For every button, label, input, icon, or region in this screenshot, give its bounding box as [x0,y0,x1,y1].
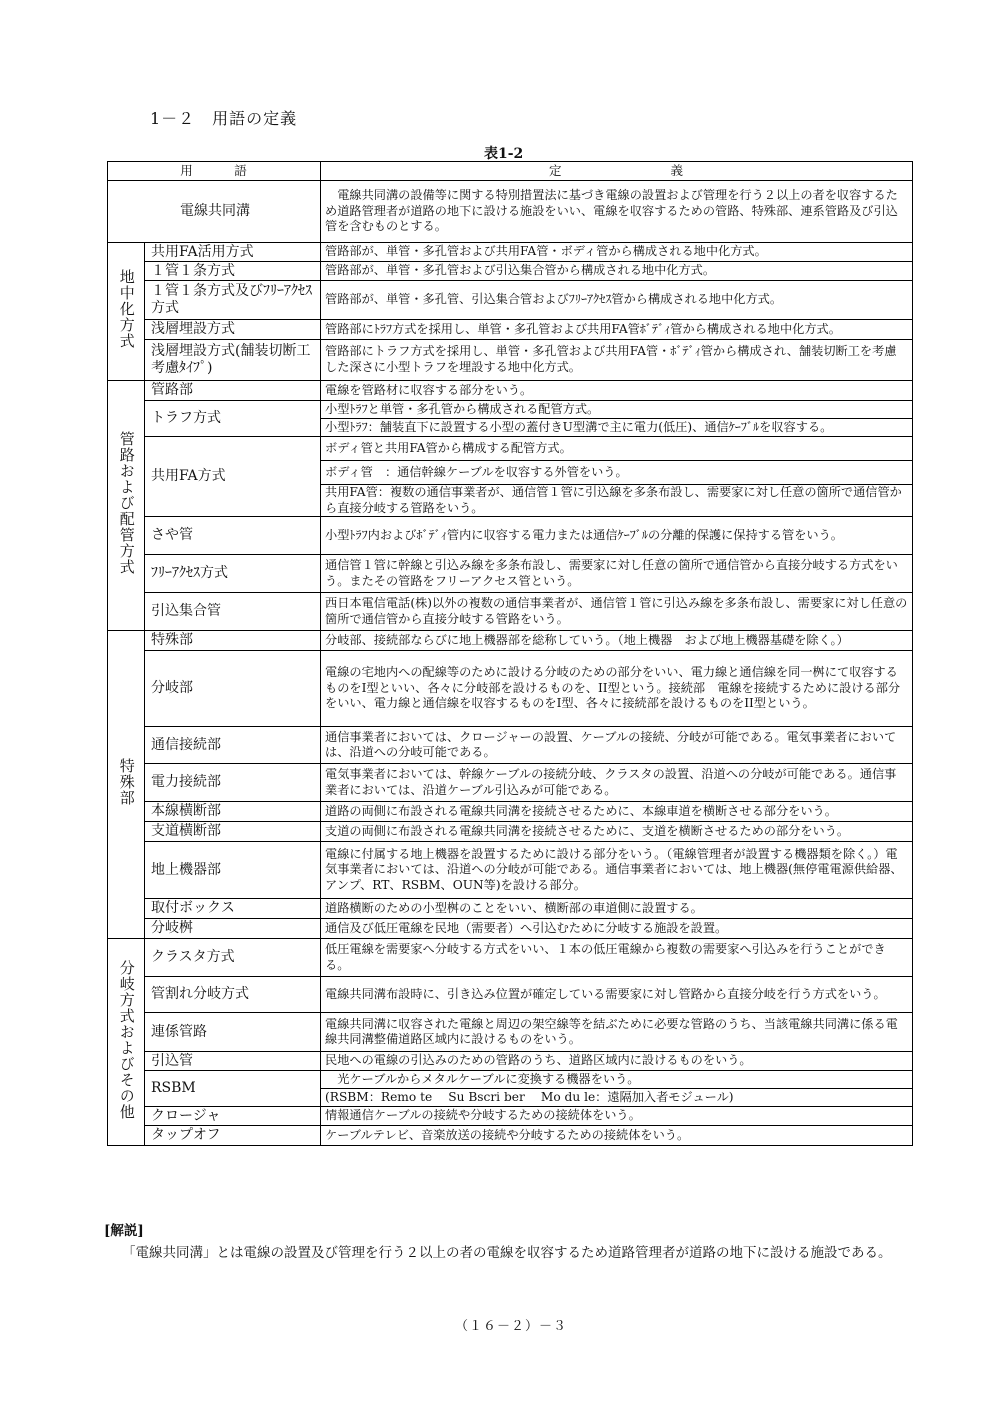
definition-cell: 支道の両側に布設される電線共同溝を接続させるために、支道を横断させるための部分をいう。 [321,822,913,842]
term-cell: RSBM [145,1071,321,1107]
table-row [108,243,913,262]
definition-cell: 管路部が、単管・多孔管および共用FA管・ボディ管から構成される地中化方式。 [321,243,913,262]
category-label: 管路および配管方式 [117,431,136,576]
category-label: 分岐方式およびその他 [117,959,136,1120]
definition-cell: 管路部が、単管・多孔管および引込集合管から構成される地中化方式。 [321,262,913,281]
table-row [108,1052,913,1071]
definition-cell: 電線の宅地内への配線等のために設ける分岐のための部分をいい、電力線と通信線を同一桝にて収容するものをI型といい、各々に分岐部を設けるものを、II型という。接続部 電線を接続するために設ける部分をいい、電力線と通信線を収容するものをI型、各々に接続部を設けるものをII型という。 [321,651,913,727]
term-cell: 浅層埋設方式(舗装切断工考慮ﾀｲﾌﾟ) [145,340,321,381]
header-term: 用 語 [108,162,321,181]
table-row [108,320,913,340]
term-cell: クロージャ [145,1107,321,1126]
definition-cell: ボディ管と共用FA管から構成する配管方式。 [321,437,913,461]
table-row [108,340,913,381]
term-cell: 分岐桝 [145,919,321,939]
term-cell: 通信接続部 [145,727,321,764]
term-cell: タップオフ [145,1126,321,1146]
term-cell: トラフ方式 [145,401,321,437]
term-cell: 管路部 [145,381,321,401]
term-cell: クラスタ方式 [145,939,321,977]
category-cell [108,243,145,381]
definition-cell: 小型ﾄﾗﾌ：舗装直下に設置する小型の蓋付きU型溝で主に電力(低圧)、通信ｹｰﾌﾞﾙを収容する。 [321,419,913,437]
table-row [108,939,913,977]
term-cell: 特殊部 [145,631,321,651]
term-cell: 共用FA活用方式 [145,243,321,262]
term-cell: 連係管路 [145,1013,321,1052]
term-cell: １管１条方式 [145,262,321,281]
definition-cell: 管路部にﾄﾗﾌ方式を採用し、単管・多孔管および共用FA管ﾎﾞﾃﾞｨ管から構成される地中化方式。 [321,320,913,340]
term-cell: １管１条方式及びﾌﾘｰｱｸｾｽ方式 [145,281,321,320]
table-row [108,727,913,764]
table-row [108,401,913,419]
term-cell: 引込管 [145,1052,321,1071]
term-cell: 取付ボックス [145,899,321,919]
header-definition: 定 義 [321,162,913,181]
definition-cell: 西日本電信電話(株)以外の複数の通信事業者が、通信管１管に引込み線を多条布設し、需要家に対し任意の箇所で通信管から直接分岐する管路をいう。 [321,593,913,631]
term-cell: さや管 [145,517,321,555]
definition-cell: 情報通信ケーブルの接続や分岐するための接続体をいう。 [321,1107,913,1126]
term-cell: 引込集合管 [145,593,321,631]
term-cell: 地上機器部 [145,842,321,899]
table-row [108,281,913,320]
table-row [108,437,913,461]
category-cell [108,939,145,1146]
category-label: 特殊部 [117,758,136,807]
table-caption: 表1-2 [484,146,524,162]
definition-cell: 電線に付属する地上機器を設置するために設ける部分をいう。（電線管理者が設置する機器類を除く。）電気事業者においては、沿道への分岐が可能である。通信事業者においては、地上機器(無停電電源供給器、アンプ、RT、RSBM、OUN等)を設ける部分。 [321,842,913,899]
definition-cell: 電線共同溝に収容された電線と周辺の架空線等を結ぶために必要な管路のうち、当該電線共同溝に係る電線共同溝整備道路区域内に設けるものをいう。 [321,1013,913,1052]
page-number: （１６－２）－３ [455,1319,568,1334]
section-heading: 1－２ 用語の定義 [150,109,298,128]
table-row [108,517,913,555]
definitions-table [107,161,913,1146]
table-row [108,1107,913,1126]
category-label: 地中化方式 [117,269,136,350]
definition-cell: 電線共同溝の設備等に関する特別措置法に基づき電線の設置および管理を行う２以上の者を収容するため道路管理者が道路の地下に設ける施設をいい、電線を収容するための管路、特殊部、連系管路及び引込管を含むものとする。 [321,181,913,243]
table-row [108,977,913,1013]
definition-cell: 電線を管路材に収容する部分をいう。 [321,381,913,401]
table-row [108,651,913,727]
category-cell [108,631,145,939]
definition-cell: 光ケーブルからメタルケーブルに変換する機器をいう。 [321,1071,913,1089]
definition-cell: 電気事業者においては、幹線ケーブルの接続分岐、クラスタの設置、沿道への分岐が可能である。通信事業者においては、沿道ケーブル引込みが可能である。 [321,764,913,802]
table-row [108,262,913,281]
table-row [108,1071,913,1089]
table-row [108,842,913,899]
notes-label: [解説] [104,1223,144,1239]
term-cell: 電線共同溝 [108,181,321,243]
definition-cell: ボディ管 ：通信幹線ケーブルを収容する外管をいう。 [321,461,913,485]
definition-cell: 小型ﾄﾗﾌと単管・多孔管から構成される配管方式。 [321,401,913,419]
table-row [108,555,913,593]
definition-cell: 低圧電線を需要家へ分岐する方式をいい、１本の低圧電線から複数の需要家へ引込みを行うことができる。 [321,939,913,977]
table-body [108,181,913,1146]
term-cell: 電力接続部 [145,764,321,802]
table-row [108,1013,913,1052]
table-row [108,802,913,822]
table-row [108,919,913,939]
table-row [108,764,913,802]
definition-cell: ケーブルテレビ、音楽放送の接続や分岐するための接続体をいう。 [321,1126,913,1146]
definition-cell: (RSBM：Remo te Su Bscri ber Mo du le：遠隔加入者モジュール) [321,1089,913,1107]
term-cell: ﾌﾘｰｱｸｾｽ方式 [145,555,321,593]
definition-cell: 分岐部、接続部ならびに地上機器部を総称していう。（地上機器 および地上機器基礎を除く。） [321,631,913,651]
term-cell: 共用FA方式 [145,437,321,517]
table-row [108,381,913,401]
table-row [108,631,913,651]
definition-cell: 管路部が、単管・多孔管、引込集合管およびﾌﾘｰｱｸｾｽ管から構成される地中化方式。 [321,281,913,320]
table-row [108,899,913,919]
table-header-row [108,162,913,181]
category-cell [108,381,145,631]
definition-cell: 管路部にトラフ方式を採用し、単管・多孔管および共用FA管・ﾎﾞﾃﾞｨ管から構成され、舗装切断工を考慮した深さに小型トラフを埋設する地中化方式。 [321,340,913,381]
definition-cell: 小型ﾄﾗﾌ内およびﾎﾞﾃﾞｨ管内に収容する電力または通信ｹｰﾌﾞﾙの分離的保護に保持する管をいう。 [321,517,913,555]
notes-text: 「電線共同溝」とは電線の設置及び管理を行う２以上の者の電線を収容するため道路管理者が道路の地下に設ける施設である。 [122,1245,892,1261]
term-cell: 管割れ分岐方式 [145,977,321,1013]
term-cell: 支道横断部 [145,822,321,842]
definition-cell: 通信及び低圧電線を民地（需要者）へ引込むために分岐する施設を設置。 [321,919,913,939]
definition-cell: 通信管１管に幹線と引込み線を多条布設し、需要家に対し任意の箇所で通信管から直接分岐する方式をいう。またその管路をフリーアクセス管という。 [321,555,913,593]
table-row [108,593,913,631]
definition-cell: 通信事業者においては、クロージャーの設置、ケーブルの接続、分岐が可能である。電気事業者においては、沿道への分岐可能である。 [321,727,913,764]
table-row [108,1126,913,1146]
definition-cell: 電線共同溝布設時に、引き込み位置が確定している需要家に対し管路から直接分岐を行う方式をいう。 [321,977,913,1013]
definition-cell: 道路の両側に布設される電線共同溝を接続させるために、本線車道を横断させる部分をいう。 [321,802,913,822]
table-row [108,181,913,243]
definition-cell: 共用FA管：複数の通信事業者が、通信管１管に引込線を多条布設し、需要家に対し任意の箇所で通信管から直接分岐する管路をいう。 [321,485,913,517]
definition-cell: 民地への電線の引込みのための管路のうち、道路区域内に設けるものをいう。 [321,1052,913,1071]
term-cell: 分岐部 [145,651,321,727]
term-cell: 本線横断部 [145,802,321,822]
table-row [108,822,913,842]
definition-cell: 道路横断のための小型桝のことをいい、横断部の車道側に設置する。 [321,899,913,919]
term-cell: 浅層埋設方式 [145,320,321,340]
